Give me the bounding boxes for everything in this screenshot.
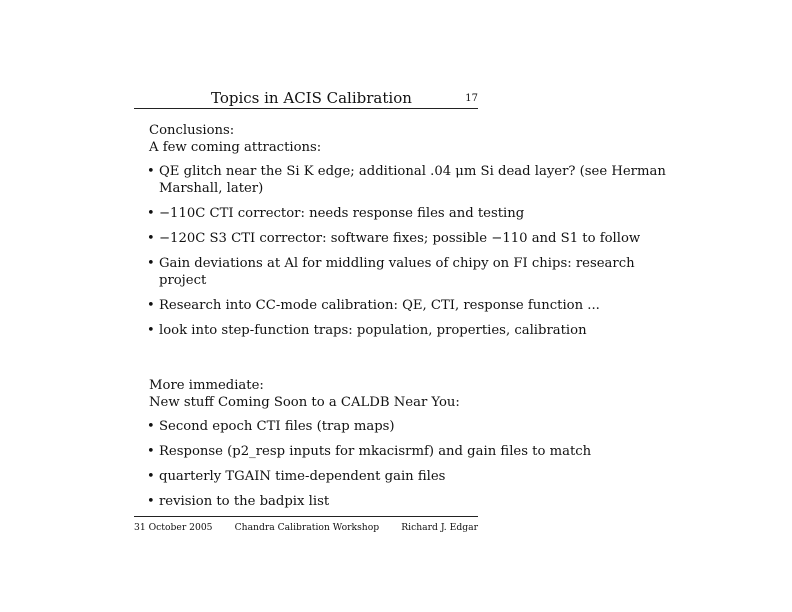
list-item-text: −120C S3 CTI corrector: software fixes; possible −110 and S1 to follow [159, 231, 641, 246]
bullet-icon: • [147, 323, 155, 338]
slide-header [134, 88, 478, 109]
list-item [146, 297, 686, 314]
list-item [146, 255, 686, 289]
slide-content [146, 122, 686, 518]
footer-date: 31 October 2005 [134, 522, 213, 533]
bullet-icon: • [147, 231, 155, 246]
section-conclusions-subheading: A few coming attractions: [149, 140, 322, 155]
section-immediate-heading: More immediate: [149, 378, 264, 393]
section-spacer [146, 347, 686, 377]
list-item [146, 468, 686, 485]
bullet-icon: • [147, 164, 155, 179]
list-item [146, 418, 686, 435]
list-item-text: −110C CTI corrector: needs response files and testing [159, 206, 525, 221]
list-item [146, 322, 686, 339]
list-item [146, 443, 686, 460]
list-item-text: QE glitch near the Si K edge; additional .04 μm Si dead layer? (see Herman Marshall, later) [159, 164, 666, 196]
bullet-icon: • [147, 469, 155, 484]
list-item [146, 163, 686, 197]
list-item-text: quarterly TGAIN time-dependent gain files [159, 469, 446, 484]
list-item [146, 230, 686, 247]
list-item [146, 205, 686, 222]
section-conclusions-heading: Conclusions: [149, 123, 235, 138]
section-immediate-subheading: New stuff Coming Soon to a CALDB Near You: [149, 395, 460, 410]
list-item-text: Research into CC-mode calibration: QE, CTI, response function ... [159, 298, 600, 313]
conclusions-list [146, 163, 686, 339]
page-number: 17 [465, 93, 478, 104]
footer-event: Chandra Calibration Workshop [234, 522, 380, 533]
immediate-list [146, 418, 686, 510]
bullet-icon: • [147, 206, 155, 221]
list-item-text: revision to the badpix list [159, 494, 330, 509]
bullet-icon: • [147, 494, 155, 509]
list-item-text: Gain deviations at Al for middling values of chipy on FI chips: research project [159, 256, 635, 288]
list-item-text: look into step-function traps: population, properties, calibration [159, 323, 587, 338]
list-item-text: Response (p2_resp inputs for mkacisrmf) and gain files to match [159, 444, 592, 459]
slide-footer [134, 516, 478, 533]
footer-author: Richard J. Edgar [401, 522, 478, 533]
slide-title: Topics in ACIS Calibration [211, 89, 412, 107]
list-item-text: Second epoch CTI files (trap maps) [159, 419, 395, 434]
bullet-icon: • [147, 256, 155, 271]
bullet-icon: • [147, 444, 155, 459]
list-item [146, 493, 686, 510]
bullet-icon: • [147, 419, 155, 434]
bullet-icon: • [147, 298, 155, 313]
